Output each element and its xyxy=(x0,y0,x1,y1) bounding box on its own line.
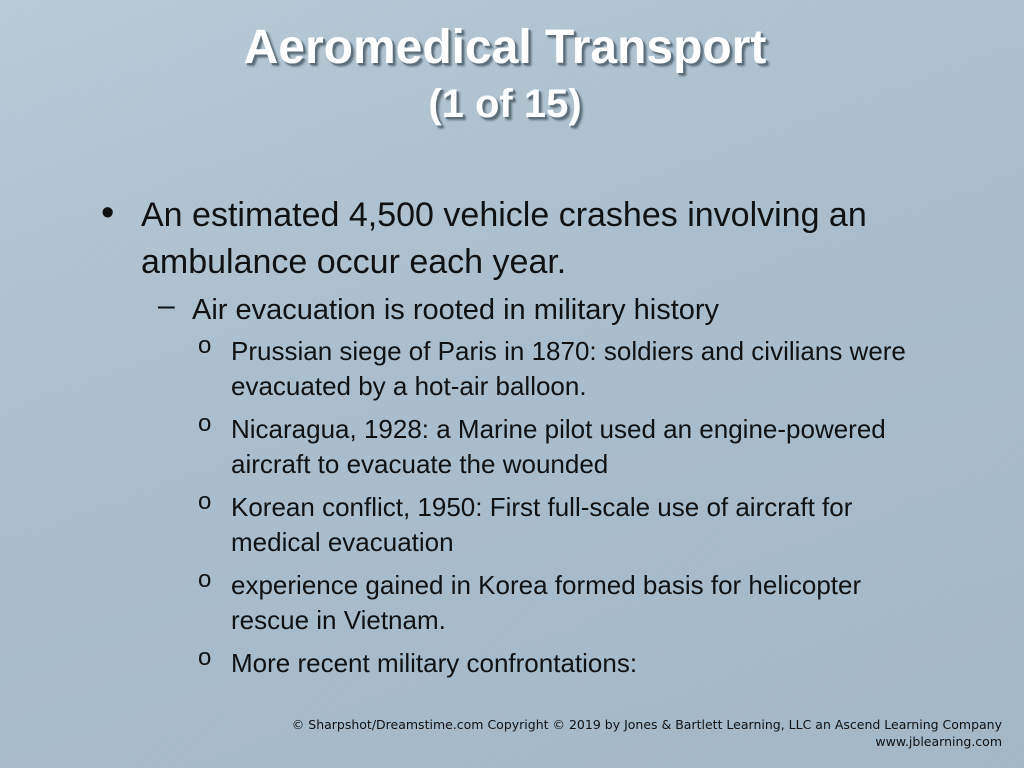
list-item-text: Nicaragua, 1928: a Marine pilot used an engine-powered aircraft to evacuate the wounded xyxy=(231,414,886,479)
list-item xyxy=(198,410,931,482)
slide-footer xyxy=(292,716,1002,750)
dash-bullet-icon: – xyxy=(158,289,175,322)
publisher-website: www.jblearning.com xyxy=(875,734,1002,749)
list-item xyxy=(198,332,931,404)
list-item-text: More recent military confrontations: xyxy=(231,648,638,678)
sub-bullet-text: Air evacuation is rooted in military history xyxy=(192,294,720,326)
main-bullet-text: An estimated 4,500 vehicle crashes involving an ambulance occur each year. xyxy=(141,196,867,281)
circle-bullet-icon: o xyxy=(198,644,212,671)
main-bullet-point xyxy=(101,192,881,286)
circle-bullet-icon: o xyxy=(198,566,212,593)
bullet-dot-icon: • xyxy=(101,192,115,234)
list-item xyxy=(198,644,931,681)
slide-title-main: Aeromedical Transport xyxy=(243,21,767,74)
slide-title xyxy=(0,18,1010,130)
slide-body xyxy=(0,192,1024,681)
list-item-text: Prussian siege of Paris in 1870: soldiers and civilians were evacuated by a hot-air balloon. xyxy=(231,336,906,401)
list-item-text: experience gained in Korea formed basis for helicopter rescue in Vietnam. xyxy=(231,570,862,635)
sub-bullet-point xyxy=(158,289,912,330)
circle-bullet-icon: o xyxy=(198,488,212,515)
copyright-notice: © Sharpshot/Dreamstime.com Copyright © 2019 by Jones & Bartlett Learning, LLC an Ascend Learning Company xyxy=(291,717,1002,732)
list-item xyxy=(198,566,931,638)
slide-title-counter: (1 of 15) xyxy=(428,82,582,126)
list-item-text: Korean conflict, 1950: First full-scale use of aircraft for medical evacuation xyxy=(231,492,853,557)
list-item xyxy=(198,488,931,560)
circle-bullet-icon: o xyxy=(198,410,212,437)
circle-bullet-icon: o xyxy=(198,332,212,359)
